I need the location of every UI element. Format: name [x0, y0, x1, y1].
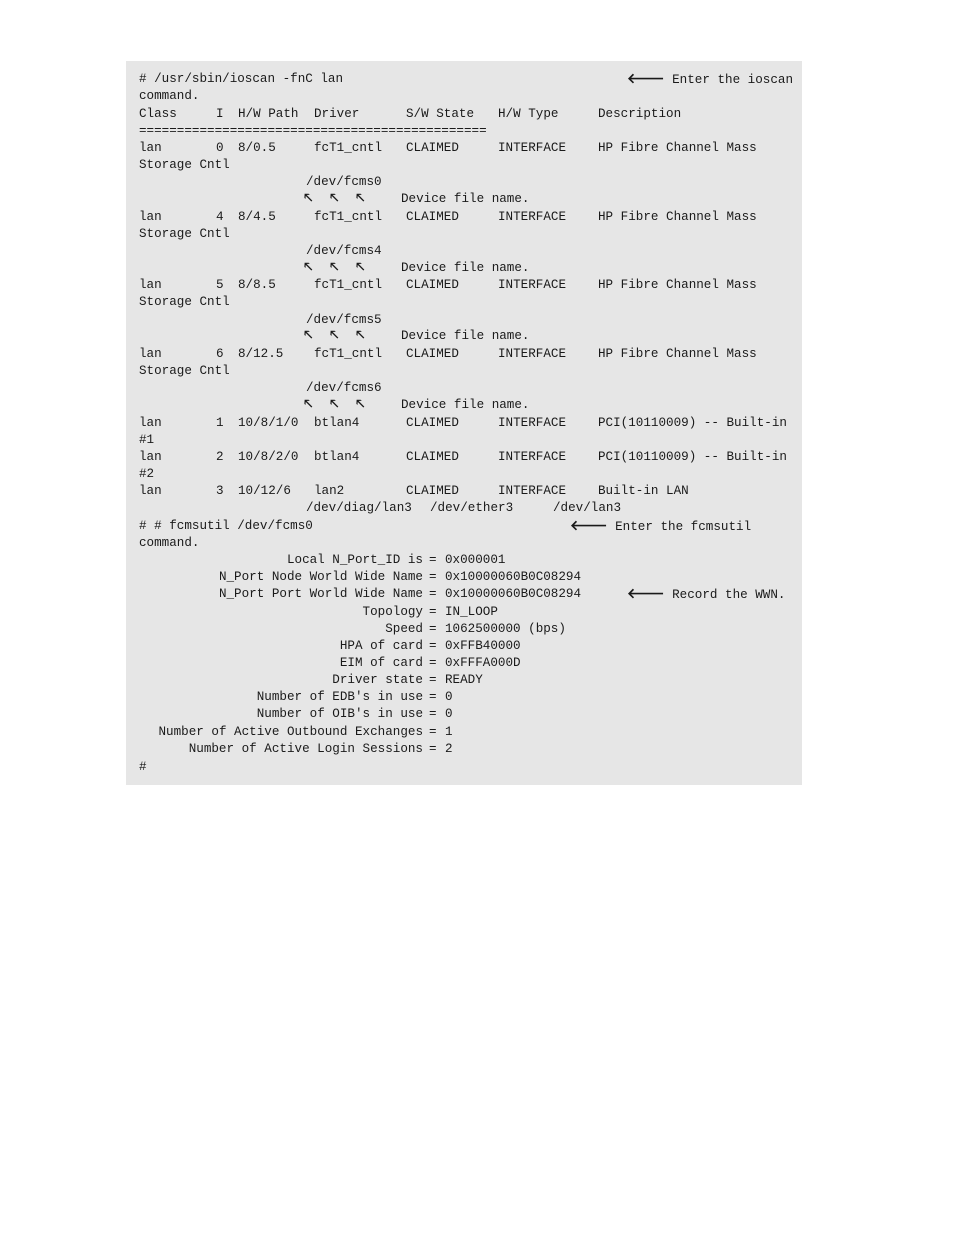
header-hw-path: H/W Path — [238, 107, 299, 121]
row-class: lan — [139, 278, 162, 292]
row-description: PCI(10110009) -- Built-in — [598, 416, 787, 430]
row-driver: fcT1_cntl — [314, 210, 383, 224]
field-value: 1 — [445, 725, 453, 739]
up-left-arrow-icon: 🡔 — [304, 191, 313, 206]
header-separator: ============================================== — [139, 124, 487, 138]
field-equals: = — [429, 656, 437, 670]
field-equals: = — [429, 570, 437, 584]
row-description-wrap: #2 — [139, 467, 155, 481]
row-hw-path: 10/12/6 — [238, 484, 291, 498]
row-description: Built-in LAN — [598, 484, 689, 498]
row-description-wrap: Storage Cntl — [139, 364, 230, 378]
field-equals: = — [429, 639, 437, 653]
field-value: READY — [445, 673, 483, 687]
row-sw-state: CLAIMED — [406, 141, 459, 155]
device-file-path: /dev/fcms4 — [306, 244, 382, 258]
field-equals: = — [429, 707, 437, 721]
field-equals: = — [429, 587, 437, 601]
fcmsutil-command: # # fcmsutil /dev/fcms0 — [139, 519, 313, 533]
row-i: 6 — [216, 347, 224, 361]
field-value: 0 — [445, 690, 453, 704]
row-class: lan — [139, 141, 162, 155]
up-left-arrow-icon: 🡔 — [304, 260, 313, 275]
row-description: PCI(10110009) -- Built-in — [598, 450, 787, 464]
row-description: HP Fibre Channel Mass — [598, 141, 757, 155]
header-hw-type: H/W Type — [498, 107, 559, 121]
row-hw-type: INTERFACE — [498, 210, 567, 224]
row-sw-state: CLAIMED — [406, 210, 459, 224]
row-description: HP Fibre Channel Mass — [598, 210, 757, 224]
row-driver: fcT1_cntl — [314, 141, 383, 155]
up-left-arrow-icon: 🡔 — [356, 191, 365, 206]
fcmsutil-note-text: Enter the fcmsutil — [615, 520, 752, 534]
up-left-arrow-icon: 🡔 — [356, 328, 365, 343]
device-file-note: Device file name. — [401, 398, 530, 412]
row-description-wrap: #1 — [139, 433, 155, 447]
row-hw-type: INTERFACE — [498, 416, 567, 430]
row-hw-path: 8/12.5 — [238, 347, 284, 361]
row-sw-state: CLAIMED — [406, 347, 459, 361]
row-hw-type: INTERFACE — [498, 141, 567, 155]
row-hw-type: INTERFACE — [498, 450, 567, 464]
row-hw-path: 10/8/2/0 — [238, 450, 299, 464]
field-label: HPA of card — [339, 639, 423, 653]
header-driver: Driver — [314, 107, 360, 121]
field-label: Local N_Port_ID is — [286, 553, 423, 567]
row-class: lan — [139, 347, 162, 361]
row-driver: btlan4 — [314, 416, 360, 430]
header-description: Description — [598, 107, 682, 121]
up-left-arrow-icon: 🡔 — [304, 328, 313, 343]
ioscan-command-note — [627, 71, 793, 88]
left-arrow-icon: 🡐 — [627, 71, 665, 87]
row-driver: lan2 — [314, 484, 345, 498]
record-wwn-note — [627, 586, 785, 603]
left-arrow-icon: 🡐 — [627, 586, 665, 602]
field-label: Topology — [362, 605, 423, 619]
device-file-note: Device file name. — [401, 192, 530, 206]
row-description-wrap: Storage Cntl — [139, 158, 230, 172]
row-hw-path: 8/4.5 — [238, 210, 276, 224]
ioscan-note-text: Enter the ioscan — [672, 73, 794, 87]
shell-prompt: # — [139, 760, 147, 774]
row-description: HP Fibre Channel Mass — [598, 347, 757, 361]
field-value: 0x10000060B0C08294 — [445, 587, 582, 601]
field-equals: = — [429, 553, 437, 567]
row-hw-type: INTERFACE — [498, 278, 567, 292]
ioscan-command: # /usr/sbin/ioscan -fnC lan — [139, 72, 344, 86]
device-file-pointer — [304, 328, 382, 344]
up-left-arrow-icon: 🡔 — [304, 397, 313, 412]
header-i: I — [216, 107, 224, 121]
row-i: 4 — [216, 210, 224, 224]
fcmsutil-command-note — [570, 518, 751, 535]
row-sw-state: CLAIMED — [406, 484, 459, 498]
up-left-arrow-icon: 🡔 — [356, 260, 365, 275]
device-file-note: Device file name. — [401, 329, 530, 343]
field-value: 0 — [445, 707, 453, 721]
row-class: lan — [139, 416, 162, 430]
row-driver: fcT1_cntl — [314, 347, 383, 361]
up-left-arrow-icon: 🡔 — [330, 191, 339, 206]
up-left-arrow-icon: 🡔 — [330, 397, 339, 412]
field-equals: = — [429, 742, 437, 756]
row-i: 0 — [216, 141, 224, 155]
left-arrow-icon: 🡐 — [570, 518, 608, 534]
field-value: 2 — [445, 742, 453, 756]
terminal-output-box — [126, 61, 802, 785]
device-file-pointer — [304, 260, 382, 276]
row-hw-path: 8/0.5 — [238, 141, 276, 155]
field-label: Speed — [385, 622, 423, 636]
field-label: Driver state — [332, 673, 423, 687]
header-class: Class — [139, 107, 177, 121]
lan2-dev-ether: /dev/ether3 — [430, 501, 514, 515]
row-driver: fcT1_cntl — [314, 278, 383, 292]
field-equals: = — [429, 725, 437, 739]
row-sw-state: CLAIMED — [406, 450, 459, 464]
up-left-arrow-icon: 🡔 — [330, 260, 339, 275]
up-left-arrow-icon: 🡔 — [330, 328, 339, 343]
row-class: lan — [139, 450, 162, 464]
row-i: 3 — [216, 484, 224, 498]
field-value: 0x10000060B0C08294 — [445, 570, 582, 584]
field-value: 0xFFB40000 — [445, 639, 521, 653]
field-label: Number of Active Outbound Exchanges — [158, 725, 423, 739]
row-driver: btlan4 — [314, 450, 360, 464]
row-i: 2 — [216, 450, 224, 464]
row-hw-type: INTERFACE — [498, 484, 567, 498]
field-equals: = — [429, 673, 437, 687]
field-label: EIM of card — [339, 656, 423, 670]
device-file-path: /dev/fcms5 — [306, 313, 382, 327]
device-file-path: /dev/fcms6 — [306, 381, 382, 395]
device-file-pointer — [304, 191, 382, 207]
device-file-pointer — [304, 397, 382, 413]
device-file-note: Device file name. — [401, 261, 530, 275]
ioscan-note-cont: command. — [139, 89, 200, 103]
row-description: HP Fibre Channel Mass — [598, 278, 757, 292]
row-i: 1 — [216, 416, 224, 430]
field-label: Number of EDB's in use — [256, 690, 423, 704]
row-description-wrap: Storage Cntl — [139, 295, 230, 309]
row-hw-path: 10/8/1/0 — [238, 416, 299, 430]
fcmsutil-note-cont: command. — [139, 536, 200, 550]
field-equals: = — [429, 622, 437, 636]
field-label: Number of OIB's in use — [256, 707, 423, 721]
field-equals: = — [429, 605, 437, 619]
row-hw-path: 8/8.5 — [238, 278, 276, 292]
field-value: 0xFFFA000D — [445, 656, 521, 670]
field-label: N_Port Node World Wide Name — [218, 570, 423, 584]
row-description-wrap: Storage Cntl — [139, 227, 230, 241]
field-equals: = — [429, 690, 437, 704]
device-file-path: /dev/fcms0 — [306, 175, 382, 189]
row-class: lan — [139, 484, 162, 498]
row-hw-type: INTERFACE — [498, 347, 567, 361]
lan2-dev-lan: /dev/lan3 — [553, 501, 622, 515]
field-value: 1062500000 (bps) — [445, 622, 566, 636]
row-sw-state: CLAIMED — [406, 278, 459, 292]
field-value: 0x000001 — [445, 553, 506, 567]
field-label: N_Port Port World Wide Name — [218, 587, 423, 601]
up-left-arrow-icon: 🡔 — [356, 397, 365, 412]
field-label: Number of Active Login Sessions — [188, 742, 423, 756]
row-sw-state: CLAIMED — [406, 416, 459, 430]
row-i: 5 — [216, 278, 224, 292]
header-sw-state: S/W State — [406, 107, 475, 121]
lan2-dev-diag: /dev/diag/lan3 — [306, 501, 412, 515]
field-value: IN_LOOP — [445, 605, 498, 619]
record-wwn-text: Record the WWN. — [672, 588, 786, 602]
row-class: lan — [139, 210, 162, 224]
